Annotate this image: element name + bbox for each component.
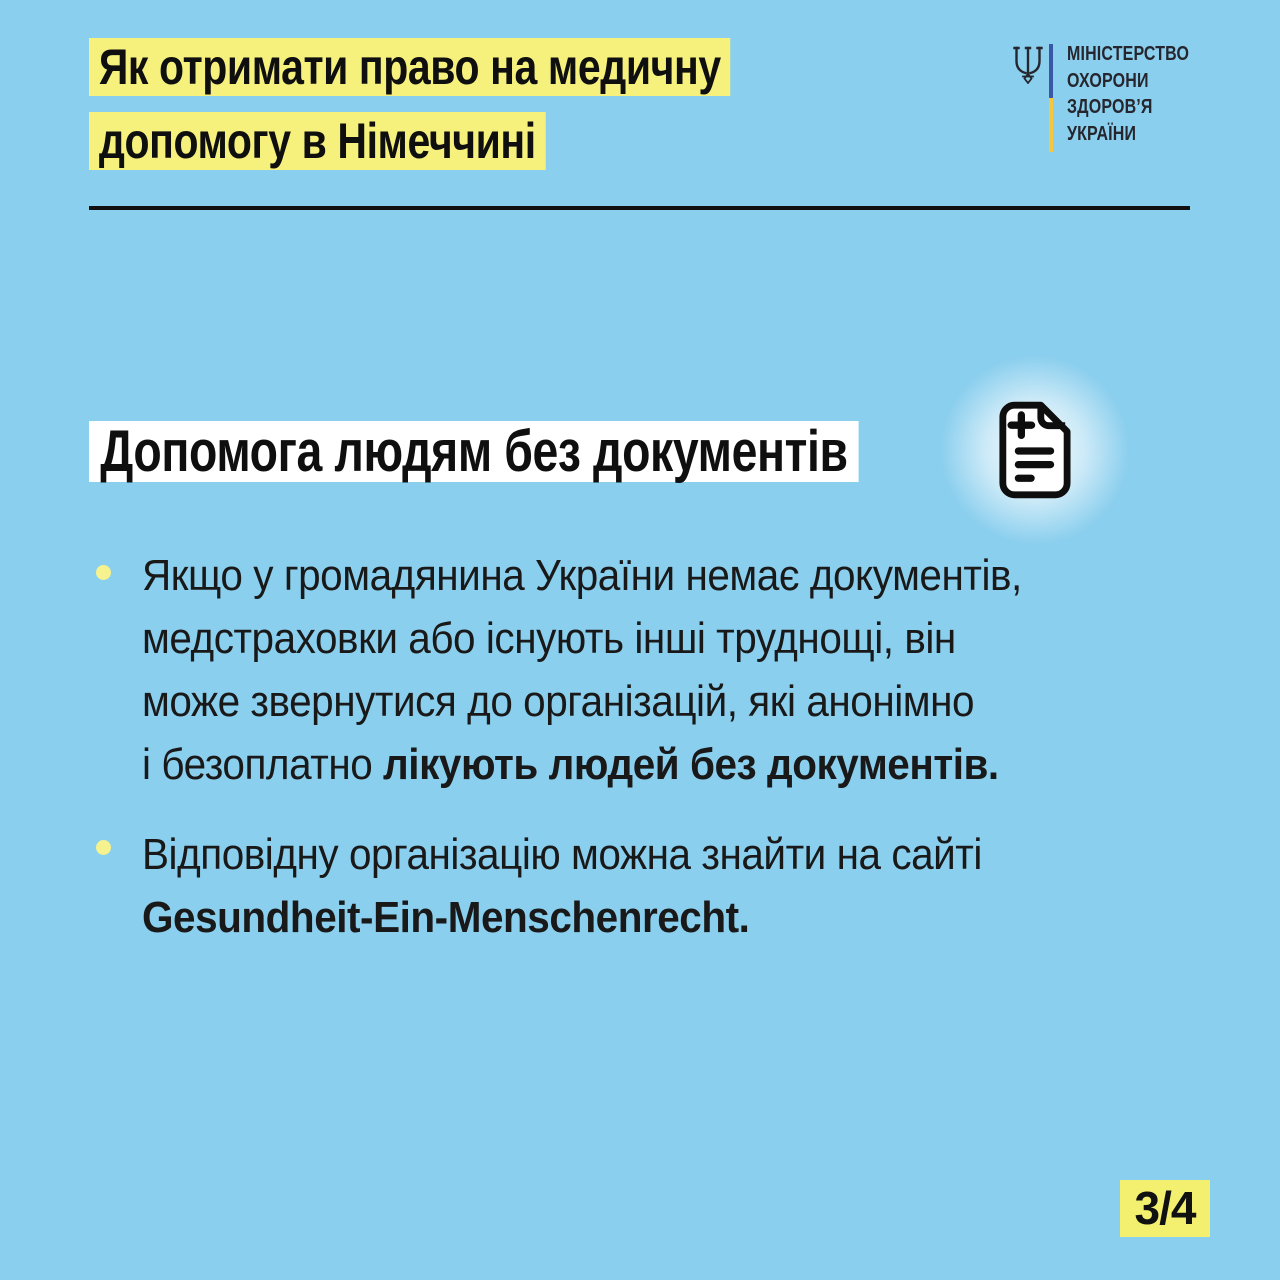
ministry-name-line: МІНІСТЕРСТВО bbox=[1067, 43, 1190, 65]
bullet-line: медстраховки або існують інші труднощі, він bbox=[142, 614, 956, 663]
bullet-line bbox=[142, 733, 1022, 796]
section-heading bbox=[89, 421, 1051, 482]
bullet-line-bold: лікують людей без документів. bbox=[383, 740, 999, 789]
page-indicator-badge: 3/4 bbox=[1120, 1180, 1210, 1237]
bullet-line: Відповідну організацію можна знайти на сайті bbox=[142, 830, 982, 879]
bullet-item-no-documents bbox=[142, 544, 1022, 796]
bullet-item-find-organization bbox=[142, 823, 982, 949]
title-line-1-text: Як отримати право на медичну bbox=[89, 38, 731, 96]
section-heading-text: Допомога людям без документів bbox=[89, 421, 859, 482]
flag-divider-bar bbox=[1049, 44, 1053, 152]
ministry-name-line: ЗДОРОВ’Я bbox=[1067, 96, 1153, 118]
ministry-name-line: ОХОРОНИ bbox=[1067, 69, 1149, 92]
ministry-name bbox=[1067, 41, 1189, 147]
bullet-dot bbox=[96, 840, 111, 855]
trident-icon bbox=[1012, 46, 1044, 84]
document-plus-icon bbox=[997, 401, 1071, 499]
bullet-line-regular: і безоплатно bbox=[142, 740, 384, 789]
divider-line bbox=[89, 206, 1190, 210]
bullet-line: Якщо у громадянина України немає документів, bbox=[142, 551, 1022, 600]
bullet-line bbox=[142, 886, 982, 949]
page-title bbox=[89, 38, 871, 186]
title-line-1 bbox=[89, 38, 871, 96]
ministry-name-line: УКРАЇНИ bbox=[1067, 122, 1137, 145]
ministry-logo bbox=[1012, 40, 1202, 158]
title-line-2 bbox=[89, 112, 871, 170]
title-line-2-text: допомогу в Німеччині bbox=[89, 112, 546, 170]
bullet-dot bbox=[96, 565, 111, 580]
bullet-line: може звернутися до організацій, які анонімно bbox=[142, 677, 975, 726]
bullet-line-bold: Gesundheit-Ein-Menschenrecht. bbox=[142, 893, 750, 942]
